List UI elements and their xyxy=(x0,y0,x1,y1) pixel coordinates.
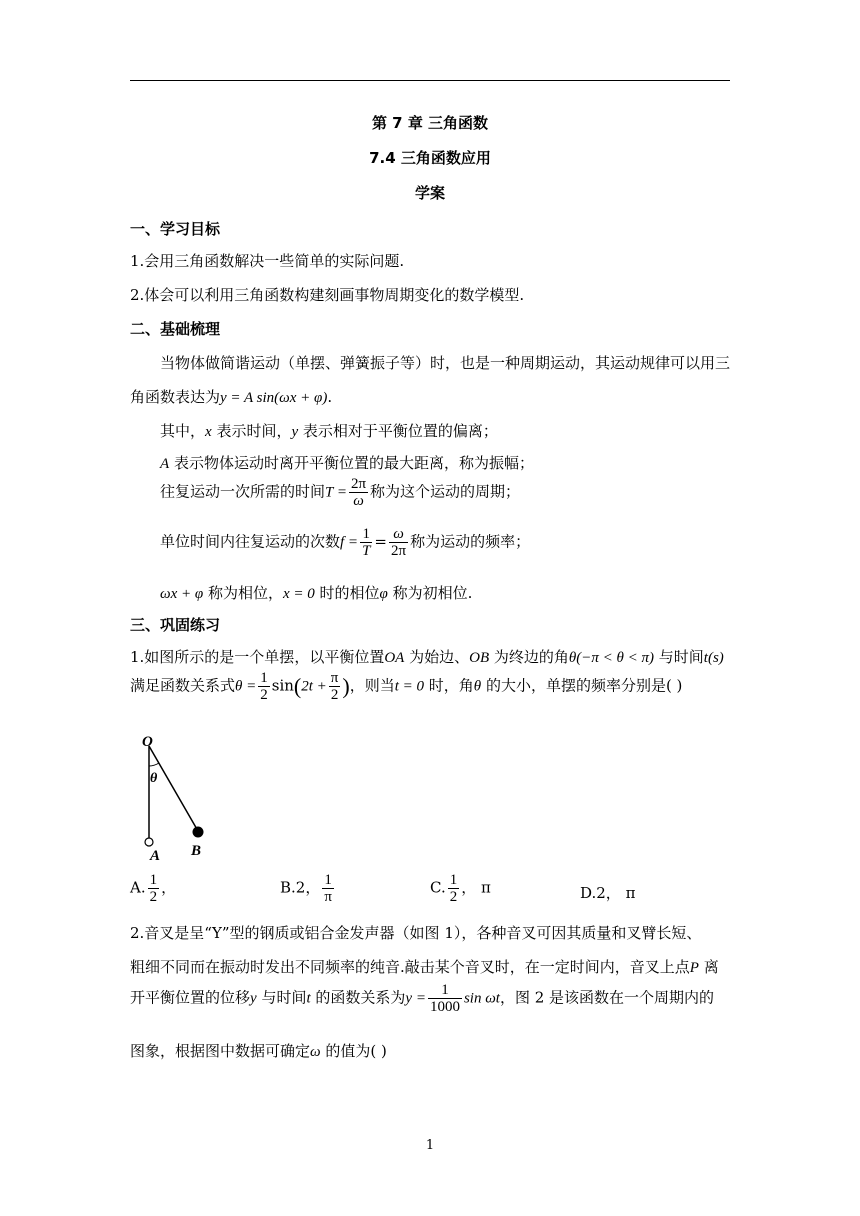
basics-heading: 二、基础梳理 xyxy=(130,320,221,338)
question-2-line-4: 图象，根据图中数据可确定ω 的值为( ) xyxy=(130,1042,387,1060)
rest-position-marker xyxy=(145,838,153,846)
option-d[interactable]: D.2， π xyxy=(580,884,636,902)
chapter-title: 第 7 章 三角函数 xyxy=(371,114,489,132)
label-A: A xyxy=(150,848,161,864)
frequency-fraction-1: $\frac{1}{T}$ xyxy=(362,526,371,559)
frequency-fraction-2: $\frac{\omega}{2\pi}$ xyxy=(390,526,407,559)
pendulum-figure xyxy=(130,730,240,865)
basics-variables-line: 其中，x 表示时间，y 表示相对于平衡位置的偏离； xyxy=(160,422,498,440)
pi-half-fraction: $\frac{\pi}{2}$ xyxy=(330,670,339,703)
practice-heading: 三、巩固练习 xyxy=(130,616,221,634)
basics-period-line: 往复运动一次所需的时间T = $\frac{2\pi}{\omega}$ 称为这个运动的周期； xyxy=(160,476,521,509)
option-a[interactable]: A. $\frac{1}{2}$ ， xyxy=(130,872,177,905)
basics-amplitude-line: A 表示物体运动时离开平衡位置的最大距离，称为振幅； xyxy=(160,454,534,472)
goals-heading: 一、学习目标 xyxy=(130,220,221,238)
pendulum-bob xyxy=(193,827,204,838)
section-title: 7.4 三角函数应用 xyxy=(369,149,491,167)
option-c[interactable]: C. $\frac{1}{2}$ ， π xyxy=(430,872,491,905)
basics-phase-line: ωx + φ 称为相位，x = 0 时的相位φ 称为初相位. xyxy=(160,584,473,602)
basics-paragraph-1-cont: 角函数表达为y = A sin(ωx + φ). xyxy=(130,388,333,406)
period-fraction: $\frac{2\pi}{\omega}$ xyxy=(350,476,367,509)
page-number: 1 xyxy=(425,1138,435,1153)
goal-item-1: 1.会用三角函数解决一些简单的实际问题. xyxy=(130,252,405,270)
option-b[interactable]: B.2， $\frac{1}{\pi}$ xyxy=(280,872,332,905)
label-B: B xyxy=(191,843,202,859)
basics-paragraph-1: 当物体做简谐运动（单摆、弹簧振子等）时，也是一种周期运动，其运动规律可以用三 xyxy=(160,354,731,372)
label-theta: θ xyxy=(150,771,158,786)
half-fraction: $\frac{1}{2}$ xyxy=(260,670,268,703)
question-2-line-1: 2.音叉是呈“Y”型的钢质或铝合金发声器（如图 1），各种音叉可因其质量和叉臂长短、 xyxy=(130,924,702,942)
question-2-line-2: 粗细不同而在振动时发出不同频率的纯音.敲击某个音叉时，在一定时间内，音叉上点P 离 xyxy=(130,958,719,976)
theta-arc xyxy=(149,763,159,766)
header-rule xyxy=(130,80,730,81)
document-subtitle: 学案 xyxy=(414,184,445,202)
goal-item-2: 2.体会可以利用三角函数构建刻画事物周期变化的数学模型. xyxy=(130,286,525,304)
question-1-line-1: 1.如图所示的是一个单摆，以平衡位置OA 为始边、OB 为终边的角θ(−π < θ < π) 与时间t(s) xyxy=(130,648,724,666)
basics-frequency-line: 单位时间内往复运动的次数f = $\frac{1}{T}$ = $\frac{\omega}{2\pi}$ 称为运动的频率； xyxy=(160,526,531,559)
label-O: O xyxy=(142,734,153,750)
pendulum-string xyxy=(149,746,198,831)
shm-formula: y = A sin(ωx + φ) xyxy=(220,390,328,406)
question-1-line-2: 满足函数关系式θ = $\frac{1}{2}$ sin(2t + $\frac{\pi}{2}$ )，则当t = 0 时，角θ 的大小，单摆的频率分别是( ) xyxy=(130,670,683,703)
question-2-line-3: 开平衡位置的位移y 与时间t 的函数关系为y = $\frac{1}{1000}$ sin ωt，图 2 是该函数在一个周期内的 xyxy=(130,982,715,1015)
amplitude-fraction: $\frac{1}{1000}$ xyxy=(429,982,460,1015)
